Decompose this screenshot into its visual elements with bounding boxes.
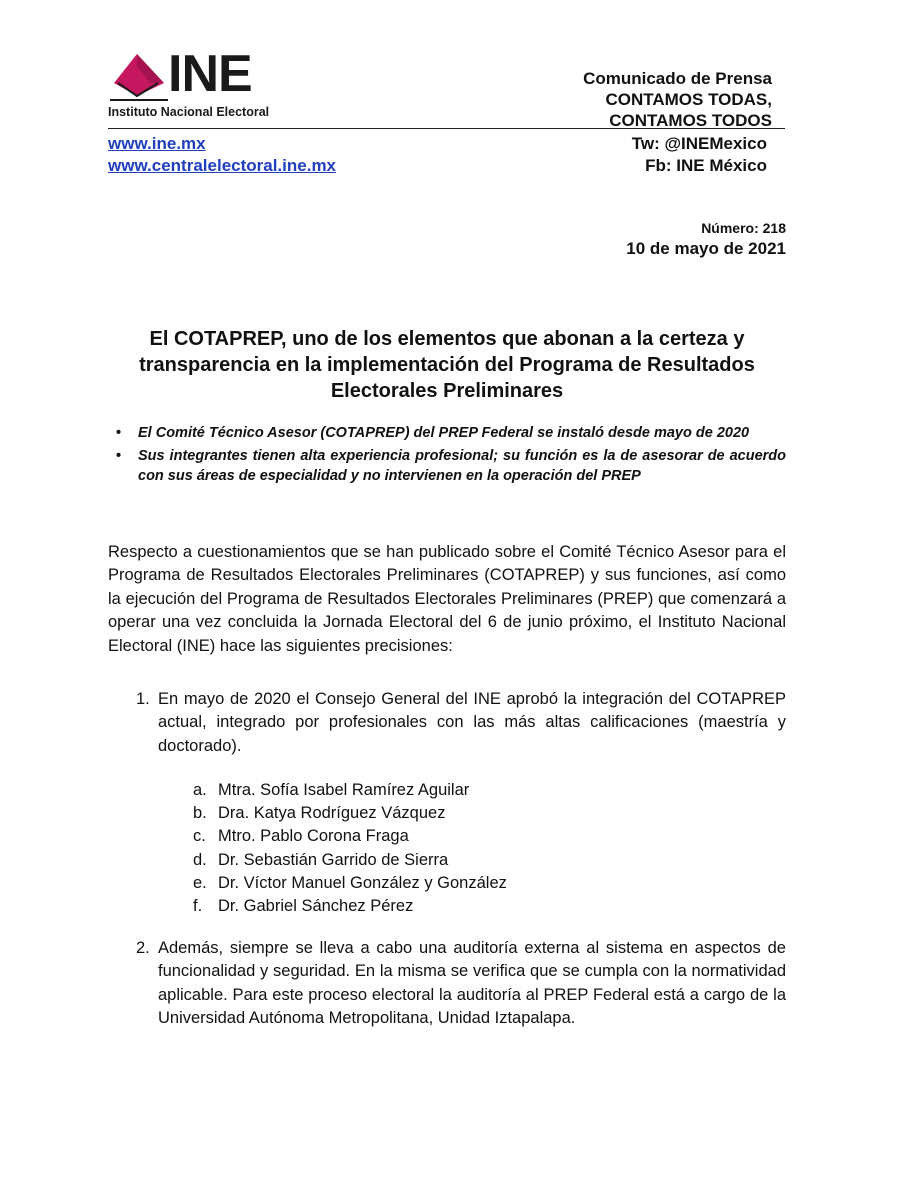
release-number: Número: 218 xyxy=(701,220,786,236)
member-item xyxy=(108,779,786,802)
member-item xyxy=(108,849,786,872)
member-item xyxy=(108,802,786,825)
committee-members-list xyxy=(108,779,786,918)
header-divider xyxy=(108,128,785,129)
slogan-line-2: CONTAMOS TODOS xyxy=(609,111,772,130)
member-item xyxy=(108,895,786,918)
member-item xyxy=(108,872,786,895)
header-links xyxy=(108,133,336,177)
ine-logo xyxy=(108,45,288,120)
member-letter: f. xyxy=(193,897,203,916)
member-letter: b. xyxy=(193,804,207,823)
central-electoral-link[interactable]: www.centralelectoral.ine.mx xyxy=(108,156,337,175)
member-letter: c. xyxy=(193,827,206,846)
highlight-text: Sus integrantes tienen alta experiencia profesional; su función es la de asesorar de acuerdo con sus áreas de especialidad y no intervienen en la operación del PREP xyxy=(138,448,786,484)
highlights-list xyxy=(108,423,786,489)
item-number: 1. xyxy=(136,690,150,708)
highlight-text: El Comité Técnico Asesor (COTAPREP) del PREP Federal se instaló desde mayo de 2020 xyxy=(138,425,750,441)
doc-type: Comunicado de Prensa xyxy=(583,69,772,88)
facebook-handle: Fb: INE México xyxy=(645,156,767,175)
member-letter: e. xyxy=(193,873,207,892)
ine-website-link[interactable]: www.ine.mx xyxy=(108,134,206,153)
slogan-line-1: CONTAMOS TODAS, xyxy=(605,90,772,109)
logo-wordmark: INE xyxy=(168,45,252,103)
member-letter: a. xyxy=(193,781,207,799)
bullet-icon: • xyxy=(116,448,122,464)
member-letter: d. xyxy=(193,850,207,869)
member-name: Dr. Gabriel Sánchez Pérez xyxy=(218,897,414,916)
release-date: 10 de mayo de 2021 xyxy=(626,239,786,258)
numbered-item xyxy=(108,937,786,1031)
intro-paragraph: Respecto a cuestionamientos que se han publicado sobre el Comité Técnico Asesor para el Programa de Resultados Electorales Preliminares (COTAPREP) y sus funciones, así como la ejecución del Programa de Resultados Electorales Preliminares (PREP) que comenzará a operar una vez concluida la Jornada Electoral del 6 de junio próximo, el Instituto Nacional Electoral (INE) hace las siguientes precisiones: xyxy=(108,543,786,655)
twitter-handle: Tw: @INEMexico xyxy=(631,134,767,153)
ine-logo-mark-icon xyxy=(110,50,168,104)
logo-subtitle: Instituto Nacional Electoral xyxy=(108,105,270,119)
release-meta xyxy=(626,218,786,260)
item-text: Además, siempre se lleva a cabo una auditoría externa al sistema en aspectos de funcionalidad y seguridad. En la misma se verifica que se cumpla con la normatividad aplicable. Para este proceso electoral la auditoría al PREP Federal está a cargo de la Universidad Autónoma Metropolitana, Unidad Iztapalapa. xyxy=(158,939,786,1028)
header-right-block xyxy=(583,68,772,131)
item-number: 2. xyxy=(136,939,150,957)
headline: El COTAPREP, uno de los elementos que abonan a la certeza y transparencia en la implementación del Programa de Resultados Electorales Preliminares xyxy=(139,328,755,402)
item-text: En mayo de 2020 el Consejo General del INE aprobó la integración del COTAPREP actual, integrado por profesionales con las más altas calificaciones (maestría y doctorado). xyxy=(158,690,786,755)
highlight-item xyxy=(108,446,786,486)
numbered-item xyxy=(108,688,786,758)
member-item xyxy=(108,825,786,848)
bullet-icon: • xyxy=(116,425,122,441)
member-name: Dra. Katya Rodríguez Vázquez xyxy=(218,804,446,823)
member-name: Dr. Víctor Manuel González y González xyxy=(218,873,507,892)
member-name: Mtra. Sofía Isabel Ramírez Aguilar xyxy=(218,781,470,799)
social-handles xyxy=(632,133,767,177)
member-name: Dr. Sebastián Garrido de Sierra xyxy=(218,850,449,869)
member-name: Mtro. Pablo Corona Fraga xyxy=(218,827,409,846)
highlight-item xyxy=(108,423,786,443)
